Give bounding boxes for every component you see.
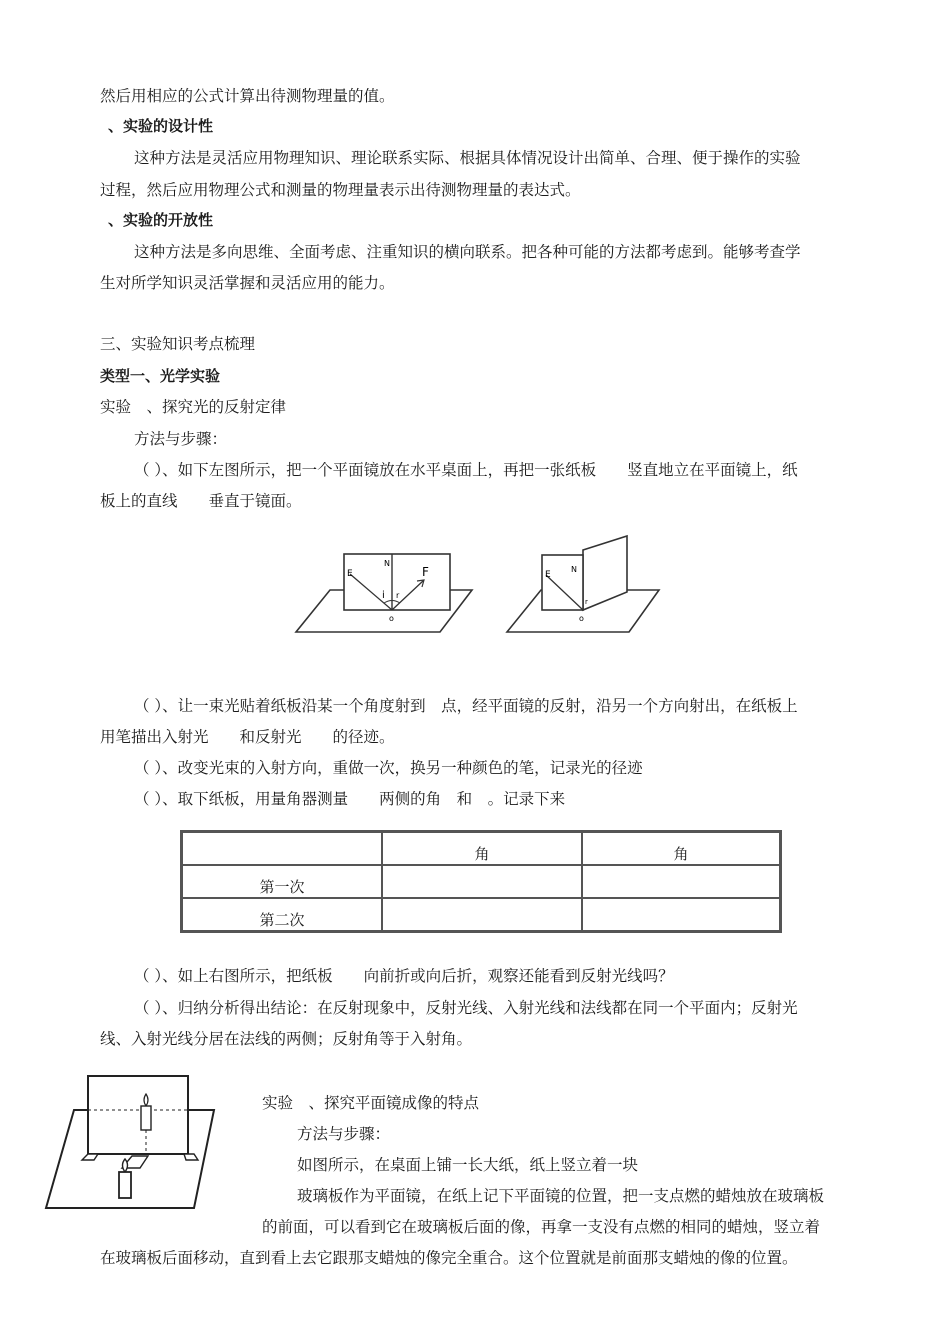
reflection-diagram-right: [505, 530, 665, 635]
table-cell: [582, 865, 780, 898]
table-cell: [382, 865, 582, 898]
paragraph-line: 玻璃板作为平面镜，在纸上记下平面镜的位置，把一支点燃的蜡烛放在玻璃板: [297, 1187, 825, 1205]
step-line: （ ）、取下纸板，用量角器测量 两侧的角 和 。记录下来: [134, 790, 566, 808]
step-line: （ ）、归纳分析得出结论：在反射现象中，反射光线、入射光线和法线都在同一个平面内；反射光: [134, 999, 798, 1017]
paragraph-line: 过程，然后应用物理公式和测量的物理量表示出待测物理量的表达式。: [100, 181, 581, 199]
step-line: （ ）、如下左图所示，把一个平面镜放在水平桌面上，再把一张纸板 竖直地立在平面镜上，纸: [134, 461, 798, 479]
section-heading: 三、实验知识考点梳理: [100, 335, 256, 353]
table-row: [182, 898, 780, 931]
label-o: o: [389, 614, 394, 623]
label-r-right: r: [585, 598, 588, 606]
paragraph-line: 生对所学知识灵活掌握和灵活应用的能力。: [100, 274, 395, 292]
table-header-cell: 角: [382, 832, 582, 865]
label-f: F: [422, 565, 429, 579]
table-cell: [382, 898, 582, 931]
method-label: 方法与步骤：: [134, 430, 228, 448]
label-n: N: [384, 559, 390, 568]
reflection-diagram-left: [290, 540, 480, 635]
table-header-row: [182, 832, 780, 865]
label-n-right: N: [571, 565, 577, 574]
table-row: [182, 865, 780, 898]
table-header-cell: [182, 832, 382, 865]
step-line: （ ）、让一束光贴着纸板沿某一个角度射到 点，经平面镜的反射，沿另一个方向射出，在纸板上: [134, 697, 798, 715]
paragraph-line: 这种方法是灵活应用物理知识、理论联系实际、根据具体情况设计出简单、合理、便于操作的实验: [134, 149, 801, 167]
step-line: （ ）、改变光束的入射方向，重做一次，换另一种颜色的笔，记录光的径迹: [134, 759, 643, 777]
text-line: 然后用相应的公式计算出待测物理量的值。: [100, 87, 395, 105]
experiment-title: 实验 、探究平面镜成像的特点: [262, 1094, 480, 1112]
angle-record-table: [180, 830, 782, 933]
table-header-cell: 角: [582, 832, 780, 865]
method-label: 方法与步骤：: [297, 1125, 391, 1143]
step-line: 线、入射光线分居在法线的两侧；反射角等于入射角。: [100, 1030, 473, 1048]
type-heading: 类型一、光学实验: [100, 367, 221, 385]
label-r: r: [396, 591, 400, 600]
label-e: E: [347, 569, 353, 579]
label-o-right: o: [579, 614, 584, 623]
step-line: （ ）、如上右图所示，把纸板 向前折或向后折，观察还能看到反射光线吗？: [134, 967, 674, 985]
paragraph-line: 在玻璃板后面移动，直到看上去它跟那支蜡烛的像完全重合。这个位置就是前面那支蜡烛的像的位置。: [100, 1249, 798, 1267]
step-line: 板上的直线 垂直于镜面。: [100, 492, 302, 510]
paragraph-line: 如图所示，在桌面上铺一长大纸，纸上竖立着一块: [297, 1156, 639, 1174]
label-e-right: E: [545, 570, 551, 580]
paragraph-line: 的前面，可以看到它在玻璃板后面的像，再拿一支没有点燃的相同的蜡烛，竖立着: [262, 1218, 821, 1236]
table-cell: 第一次: [182, 865, 382, 898]
plane-mirror-diagram: [44, 1068, 244, 1213]
experiment-title: 实验 、探究光的反射定律: [100, 398, 287, 416]
paragraph-line: 这种方法是多向思维、全面考虑、注重知识的横向联系。把各种可能的方法都考虑到。能够考查学: [134, 243, 801, 261]
step-line: 用笔描出入射光 和反射光 的径迹。: [100, 728, 395, 746]
label-i: i: [382, 590, 385, 601]
heading-design: 、实验的设计性: [108, 117, 214, 135]
heading-open: 、实验的开放性: [108, 211, 214, 229]
table-cell: 第二次: [182, 898, 382, 931]
table-cell: [582, 898, 780, 931]
